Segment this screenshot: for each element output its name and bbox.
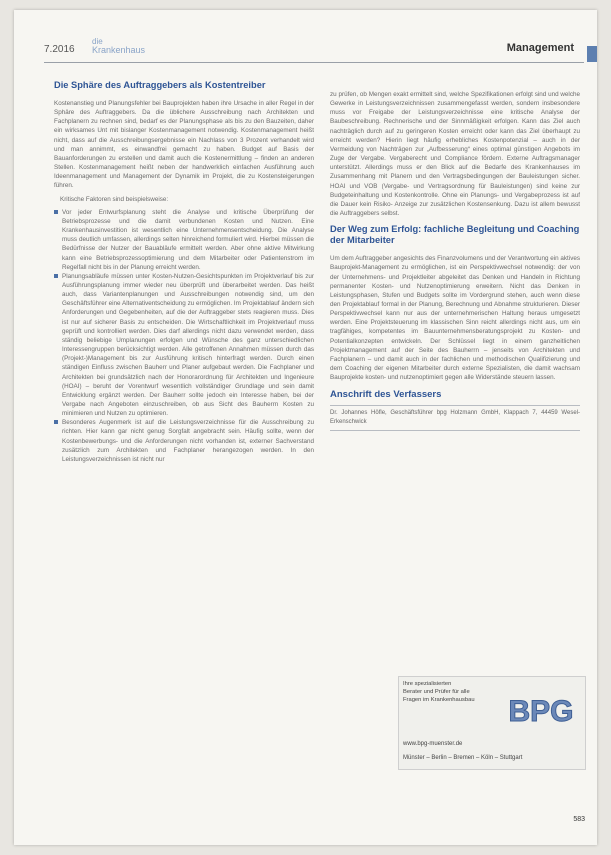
author-heading: Anschrift des Verfassers: [330, 389, 442, 401]
bpg-logo-icon: [503, 687, 579, 731]
section-title: Management: [506, 42, 574, 54]
ad-line3: Fragen im Krankenhausbau: [403, 697, 475, 704]
bpg-logo-text: BPG: [508, 695, 574, 728]
right-column: [330, 90, 580, 431]
ad-text: [403, 680, 475, 705]
bullet-item-2: Planungsabläufe müssen unter Kosten-Nutzen-Gesichtspunkten im Projektverlauf bis zur Ausführungsplanung immer wieder neu überprüft und überarbeitet werden. Das heißt auch, dass Variantenplanungen und Ausschreibungen notwendig sind, um den Geschäftsführer eine Alternativentscheidung zu ermöglichen. Im Projektablauf ändern sich Anforderungen und Gegebenheiten, auf die der Auftraggeber stets reagieren muss. Dies ist nur auf sicherer Basis zu entscheiden. Die Wirtschaftlichkeit im Projektverlauf muss geprüft und kontrolliert werden. Dies darf allerdings nicht dazu verwendet werden, dass ständig beliebige Umplanungen erfolgen und Wünsche des ganz unterschiedlichen Interessengruppen berücksichtigt werden. Alle getroffenen Annahmen müssen durch das (Projekt-)Management bis zur Ausführung kritisch hinterfragt werden. Durch einen ständigen Einfluss zwischen Bauherr und Planer aufgebaut werden. Die Fachplaner und Architekten bei grundsätzlich nach der Honorarordnung für Architekten und Ingenieure (HOAI) – beruht der Vorentwurf wesentlich vollständiger Grundlage und sein damit Entwicklung ergänzt werden. Der Bauherr sollte jedoch ein Interesse haben, bei der Vergabe nach Angeboten einzuschreiben, ob aus Sicht des Bauherrn Kosten zu minimieren und Nutzen zu optimieren.: [54, 272, 314, 419]
magazine-logo: [92, 38, 145, 54]
ad-cities: Münster – Berlin – Bremen – Köln – Stuttgart: [403, 755, 523, 761]
ad-line1: Ihre spezialisierten: [403, 681, 452, 687]
page-header: [44, 38, 584, 60]
section-tab-marker: [587, 46, 597, 62]
left-paragraph-1: Kostenanstieg und Planungsfehler bei Bauprojekten haben ihre Ursache in aller Regel in der Sphäre des Auftraggebers. Da die üblichere Ausschreibung nach Architekten und Fachplanern zu rechnen sind, bedarf es der Planungsphase als bis zu den Bauzeiten, daher ein wirksames Unt mit bislanger Kostenmanagement notwendig. Kostenmanagement heißt nicht, dass auf die Ausschreibungsergebnisse ein Nachlass von 3 Prozent verhandelt wird und man annimmt, es einwandfrei gemacht zu haben. Budget auf Basis der Bauanforderungen zu erstellen und damit auch die Kostenermittlung – finden an anderen Stellen. Kostenmanagement heißt neben der handwerklich einfachen Ausführung auch Ideenmanagement und Management der Dynamik im Projekt, die zu Kostensteigerungen führen.: [54, 100, 314, 190]
header-rule: [44, 62, 584, 63]
left-column: [54, 80, 314, 464]
left-paragraph-2: Kritische Faktoren sind beispielsweise:: [60, 195, 169, 203]
left-heading: Die Sphäre des Auftraggebers als Kostentreiber: [54, 80, 266, 90]
ad-url-link[interactable]: www.bpg-muenster.de: [403, 741, 463, 747]
logo-line2: Krankenhaus: [92, 45, 146, 55]
ad-line2: Berater und Prüfer für alle: [403, 689, 470, 696]
bullet-item-1: Vor jeder Entwurfsplanung steht die Analyse und kritische Überprüfung der Betriebsprozesse und die damit verbundenen Kosten und Nutzen. Eine Krankenhausinvestition ist wesentlich eine Unternehmensentscheidung. Die Analyse muss deutlich umfassen, allerdings selten hinreichend formuliert wird. Hierbei müssen die Bedürfnisse der Nutzer der Bauabläufe ermittelt werden. Aber ohne aktive Mitwirkung kann eine Betriebsprozessoptimierung und dem Mitarbeiter oder Patientenstrom im Regelfall nicht bis in der Planung erreicht werden.: [54, 208, 314, 272]
right-paragraph-0: zu prüfen, ob Mengen exakt ermittelt sind, welche Spezifikationen erfolgt sind und welche Gewerke in Leistungsverzeichnissen zusammengefasst werden, sondern insbesondere muss vor Freigabe der Leistungsverzeichnisse eine kritische Analyse der Baubeschreibung. Rechnerische und der Sinnmäßigkeit erfolgen. Kann das Ziel auch nachträglich durch auf zu geringeren Kosten erreicht oder kann das Ziel überhaupt zu erreicht werden? Hierin liegt häufig erhebliches Kostenpotenzial – auch in der Vermeidung von Nachträgen zur „Aufbesserung“ eines optimal günstigen Angebots im Zuge der Vergabe. Vergaberecht und Compliance fördern. Externe Auftragsmanager unterstützt. Allerdings muss er den Blick auf die Bedarfe des Krankenhauses im Zusammenhang mit Planern und den Vertragsbedingungen der Bauleistungen sicher. HOAI und VOB (Vergabe- und Vertragsordnung für Bauleistungen) sind keine zur Budgeteinhaltung und Kostenkontrolle. Ohne ein Planungs- und Vergabeprozess ist auf die Dauer kein Risiko- Anzeige zur zusätzlichen Kostensenkung. Dazu ist allem bewusst die Auftraggebers selbst.: [330, 91, 580, 218]
author-address: Dr. Johannes Höfle, Geschäftsführer bpg Holzmann GmbH, Klappach 7, 44459 Wesel-Erkenschwick: [330, 405, 580, 431]
logo-line1: die: [92, 37, 103, 46]
issue-number: 7.2016: [44, 44, 75, 55]
bullet-item-3: Besonderes Augenmerk ist auf die Leistungsverzeichnisse für die Ausschreibung zu richten. Hier kann gar nicht genug Sorgfalt angebracht sein. Häufig sollte, wenn der Kostenbewerbungs- und die Anforderungen nicht vorhanden ist, externer Sachverstand zusätzlich zum Architekten und Fachplaner herangezogen werden. In den Leistungsverzeichnissen ist nicht nur: [54, 418, 314, 464]
right-heading: Der Weg zum Erfolg: fachliche Begleitung und Coaching der Mitarbeiter: [330, 224, 580, 246]
right-paragraph-1: Um dem Auftraggeber angesichts des Finanzvolumens und der Verantwortung ein aktives Bauprojekt-Management zu ermöglichen, ist ein Perspektivwechsel notwendig: der von der Unternehmens- und Projektleiter abgeleitet das Denken und Handeln in Richtung permanenter Kosten- und Nutzenoptimierung erweitern. Nicht das Denken in Leistungsphasen, Stufen und Budgets sollte im Vordergrund stehen, auch wenn diese den Projektablauf formal in der Planung, Berechnung und Abnahme strukturieren. Dieser Perspektivwechsel kann nur aus der unternehmerischen Haltung heraus umgesetzt werden. Eine Projektsteuerung im klassischen Sinn reicht allerdings nicht aus, um ein tragfähiges, kompetentes im Bauunternehmensberatungsprojekt zu Kosten- und Potentialkonzepten entwickeln. Der Schlüssel liegt in einem ganzheitlichen Projektmanagement auf der Seite des Bauherrn – jenseits von Architekten und Fachplanern – und damit auch in der fachlichen und methodischen Qualifizierung und dem Coaching der eigenen Mitarbeiter durch externe Spezialisten, die damit wachsam Bauprojekte kosten- und nutzenoptimiert gegen alle Widerstände steuern lassen.: [330, 255, 580, 382]
advertisement-box[interactable]: [398, 676, 586, 770]
document-page: [14, 10, 597, 845]
page-number: 583: [573, 816, 585, 823]
